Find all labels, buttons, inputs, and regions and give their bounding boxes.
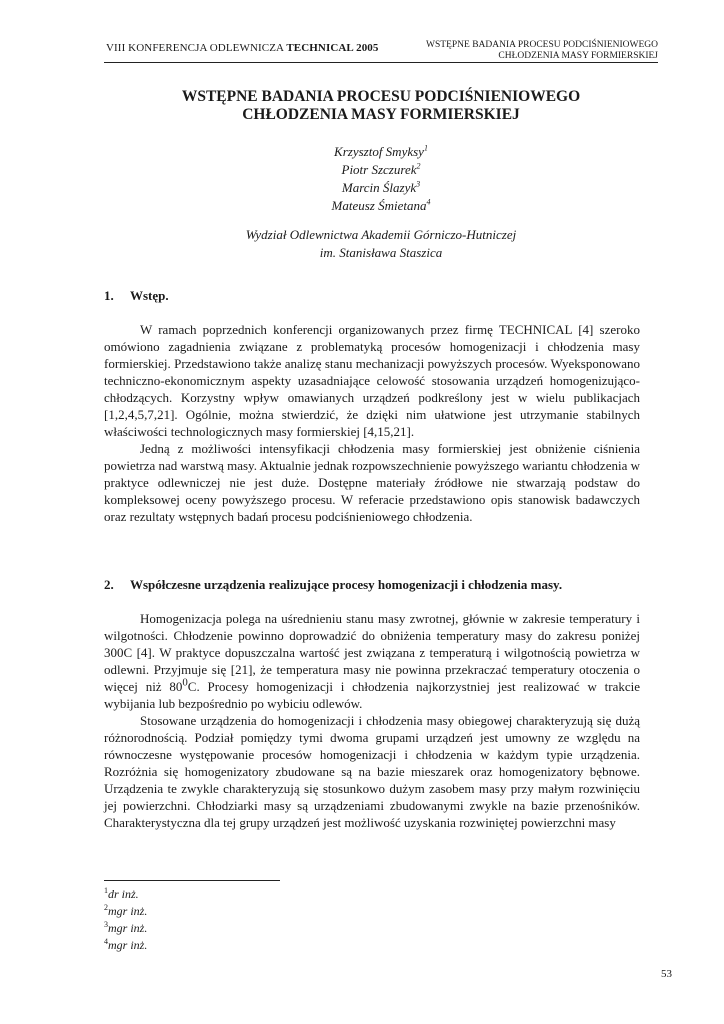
conference-prefix: VIII KONFERENCJA ODLEWNICZA [106, 42, 287, 54]
footnote: $^3$mgr inż. [104, 920, 148, 935]
affiliation [104, 226, 658, 262]
section2-heading [104, 577, 562, 593]
paragraph: Homogenizacja polega na uśrednieniu stanu masy zwrotnej, głównie w zakresie temperatury i wilgotności. Chłodzenie powinno doprowadzić do obniżenia temperatury masy do zakresu poniżej 300C [4]. W praktyce dopuszczalna wartość jest związana z temperaturą i wilgotnością powietrza w odlewni. Przyjmuje się [21], że temperatura masy nie powinna przekraczać temperatury otoczenia o więcej niż $80^0C$. Procesy homogenizacji i chłodzenia najkorzystniej jest realizować w trakcie wybijania lub bezpośrednio po wybiciu odlewów. [104, 611, 640, 711]
section2-title: Współczesne urządzenia realizujące procesy homogenizacji i chłodzenia masy. [130, 577, 563, 592]
running-header-conference [106, 42, 379, 54]
running-header-title [426, 40, 658, 62]
affiliation-line2: im. Stanisława Staszica [319, 245, 443, 260]
author: Mateusz Śmietana$^4$ [331, 197, 431, 213]
section2-body [104, 610, 640, 831]
author: Marcin Ślazyk$^3$ [341, 179, 421, 195]
paragraph: W ramach poprzednich konferencji organizowanych przez firmę TECHNICAL [4] szeroko omówiono zagadnienia związane z problematyką procesów homogenizacji i chłodzenia masy formierskiej. Przedstawiono także analizę stanu mechanizacji powyższych procesów. Wyeksponowano techniczno-ekonomicznym aspekty uzasadniające celowość stosowania urządzeń homogenizująco- chłodzących. Korzystny wpływ omawianych urządzeń podkreślony jest w wielu publikacjach [1,2,4,5,7,21]. Ogólnie, można stwierdzić, że dzięki nim ułatwione jest utrzymanie stabilnych właściwości technologicznych masy formierskiej [4,15,21]. [104, 322, 640, 439]
author: Piotr Szczurek$^2$ [341, 161, 421, 177]
page-number: 53 [661, 968, 672, 980]
conference-brand: TECHNICAL 2005 [286, 42, 379, 54]
author: Krzysztof Smyksy$^1$ [334, 143, 428, 159]
section1-number: 1. [104, 288, 114, 303]
footnote: $^2$mgr inż. [104, 903, 148, 918]
section1-heading [104, 288, 169, 304]
running-title-line2: CHŁODZENIA MASY FORMIERSKIEJ [498, 51, 658, 61]
running-title-line1: WSTĘPNE BADANIA PROCESU PODCIŚNIENIOWEGO [426, 40, 658, 50]
paragraph: Jedną z możliwości intensyfikacji chłodzenia masy formierskiej jest obniżenie ciśnienia powietrza nad warstwą masy. Aktualnie jednak rozpowszechnienie powyższego wariantu chłodzenia w praktyce odlewniczej nie jest duże. Dostępne materiały źródłowe nie stwarzają podstaw do kompleksowej oceny powyższego procesu. W referacie przedstawiono opis stanowisk badawczych oraz rezultaty wstępnych badań procesu podciśnieniowego chłodzenia. [104, 441, 640, 524]
footnotes [104, 886, 147, 954]
title-line2: CHŁODZENIA MASY FORMIERSKIEJ [242, 106, 520, 123]
section2-number: 2. [104, 577, 114, 592]
title-line1: WSTĘPNE BADANIA PROCESU PODCIŚNIENIOWEGO [181, 88, 581, 105]
section1-title: Wstęp. [130, 288, 169, 303]
footnote-rule [104, 880, 280, 881]
paragraph: Stosowane urządzenia do homogenizacji i chłodzenia masy obiegowej charakteryzują się dużą różnorodnością. Podział pomiędzy tymi dwoma grupami urządzeń jest umowny ze względu na równoczesne występowanie procesów homogenizacji i chłodzenia w każdym typie urządzenia. Rozróżnia się homogenizatory zbudowane są na bazie mieszarek oraz homogenizatory bębnowe. Urządzenia te zwykle charakteryzują się stosunkowo dużym zasobem masy przy małym rozwinięciu jej powierzchni. Chłodziarki masy są urządzeniami zbudowanymi zwykle na bazie przenośników. Charakterystyczna dla tej grupy urządzeń jest możliwość uzyskania rozwiniętej powierzchni masy [104, 713, 640, 830]
footnote: $^4$mgr inż. [104, 937, 148, 952]
affiliation-line1: Wydział Odlewnictwa Akademii Górniczo-Hutniczej [245, 227, 517, 242]
footnote: $^1$dr inż. [104, 886, 139, 901]
author-list [104, 143, 658, 215]
paper-title [104, 88, 658, 124]
section1-body [104, 321, 640, 525]
header-rule [104, 62, 658, 63]
